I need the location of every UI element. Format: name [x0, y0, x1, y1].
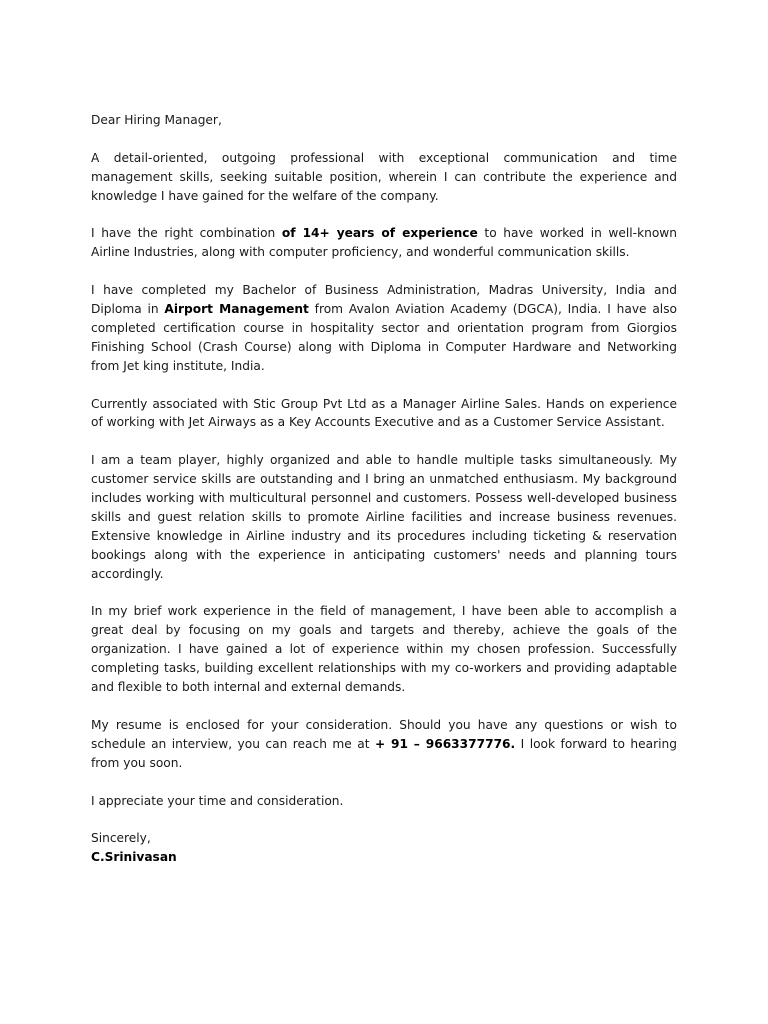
paragraph-experience: [91, 224, 677, 262]
salutation: Dear Hiring Manager,: [91, 113, 222, 127]
paragraph-text: I have the right combination: [91, 226, 282, 241]
phone-number: + 91 – 9663377776.: [374, 736, 516, 751]
signature-name: C.Srinivasan: [91, 850, 177, 865]
paragraph-current-role: Currently associated with Stic Group Pvt Ltd as a Manager Airline Sales. Hands on experience of working with Jet Airways as a Key Accounts Executive and as a Customer Service Assistant.: [91, 396, 677, 430]
paragraph-text: My resume is enclosed for your consideration. Should you have any questions or wish to schedule an interview, you can reach me at: [91, 717, 677, 751]
paragraph-management: In my brief work experience in the field of management, I have been able to accomplish a great deal by focusing on my goals and targets and thereby, achieve the goals of the organization. I have gained a lot of experience within my chosen profession. Successfully completing tasks, building excellent relationships with my co-workers and providing adaptable and flexible to both internal and external demands.: [91, 604, 677, 695]
paragraph-text: from Avalon Aviation Academy (DGCA), India. I have also completed certification course in hospitality sector and orientation program from Giorgios Finishing School (Crash Course) along with Diploma in Computer Hardware and Networking from Jet king institute, India.: [91, 302, 677, 373]
paragraph-intro: A detail-oriented, outgoing professional with exceptional communication and time management skills, seeking suitable position, wherein I can contribute the experience and knowledge I have gained for the welfare of the company.: [91, 150, 677, 203]
paragraph-text: to have worked in well-known Airline Industries, along with computer proficiency, and wonderful communication skills.: [91, 226, 677, 260]
closing: Sincerely,: [91, 831, 151, 846]
paragraph-skills: I am a team player, highly organized and able to handle multiple tasks simultaneously. My customer service skills are outstanding and I bring an unmatched enthusiasm. My background includes working with multicultural personnel and customers. Possess well-developed business skills and guest relation skills to promote Airline facilities and increase business revenues. Extensive knowledge in Airline industry and its procedures including ticketing & reservation bookings along with the experience in anticipating customers' needs and planning tours accordingly.: [91, 453, 677, 581]
paragraph-thanks: I appreciate your time and consideration.: [91, 793, 344, 808]
paragraph-education: [91, 281, 677, 376]
cover-letter: [91, 111, 677, 867]
paragraph-text: I look forward to hearing from you soon.: [91, 736, 677, 770]
paragraph-contact: [91, 716, 677, 773]
bold-text: Airport Management: [164, 302, 309, 317]
bold-text: of 14+ years of experience: [281, 226, 478, 241]
paragraph-text: I have completed my Bachelor of Business Administration, Madras University, India and Diploma in: [91, 283, 677, 317]
